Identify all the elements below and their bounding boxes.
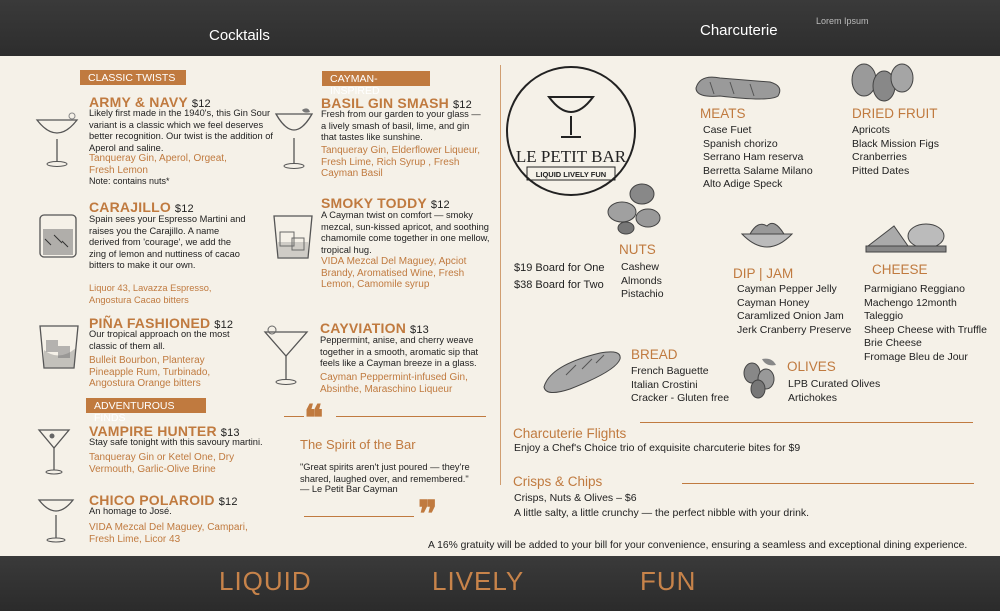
dip-jam-item: Caramlized Onion Jam: [737, 310, 844, 322]
meats-item: Berretta Salame Milano: [703, 164, 813, 177]
smoky-toddy-title: SMOKY TODDY $12: [321, 195, 450, 211]
cheese-item: Parmigiano Reggiano: [864, 283, 965, 295]
meats-item: Case Fuet: [703, 124, 752, 136]
spirit-title: The Spirit of the Bar: [300, 437, 416, 452]
footer-word-lively: LIVELY: [432, 566, 525, 596]
crisps-divider: [682, 483, 974, 484]
chico-polaroid-desc: An homage to José.: [89, 506, 172, 516]
quote-divider-left: [284, 416, 304, 417]
toddy-glass-icon: [270, 208, 316, 262]
baguette-icon: [540, 345, 626, 397]
bread-list: [631, 365, 729, 406]
vampire-hunter-title: VAMPIRE HUNTER $13: [89, 423, 240, 439]
open-quote-icon: ❝: [304, 398, 324, 438]
olives-title: OLIVES: [787, 359, 836, 374]
espresso-glass-icon: [36, 209, 80, 261]
logo-name: LE PETIT BAR: [515, 147, 627, 166]
olives-item: LPB Curated Olives: [788, 378, 881, 390]
dried-fruit-item: Cranberries: [852, 151, 907, 163]
classic-twists-tag: CLASSIC TWISTS: [80, 70, 186, 85]
meats-item: Spanish chorizo: [703, 137, 778, 150]
cayviation-ingredients: Cayman Peppermint-infused Gin, Absinthe, Maraschino Liqueur: [320, 372, 468, 395]
pina-fashioned-title: PIÑA FASHIONED $12: [89, 315, 234, 331]
board-for-two: $38 Board for Two: [514, 279, 604, 291]
spirit-attribution: — Le Petit Bar Cayman: [300, 484, 398, 494]
cocktails-heading: Cocktails: [209, 27, 270, 44]
dip-jam-item: Jerk Cranberry Preserve: [737, 323, 852, 336]
bread-item: Cracker - Gluten free: [631, 392, 730, 404]
crisps-line-1: Crisps, Nuts & Olives – $6: [514, 492, 637, 504]
bread-item: Italian Crostini: [631, 378, 698, 391]
placeholder-text: Lorem Ipsum: [816, 16, 869, 26]
cayman-inspired-tag: CAYMAN-INSPIRED: [322, 71, 430, 86]
carajillo-ingredients: Liquor 43, Lavazza Espresso, Angostura Cacao bitters: [89, 283, 212, 305]
flights-desc: Enjoy a Chef's Choice trio of exquisite charcuterie bites for $9: [514, 442, 801, 454]
footer-word-liquid: LIQUID: [219, 566, 312, 596]
martini-glass-icon: [36, 422, 72, 476]
dried-fruit-item: Pitted Dates: [852, 164, 910, 177]
cheese-board-icon: [864, 214, 950, 258]
dried-fruit-list: [852, 124, 939, 178]
cayviation-glass-icon: [262, 322, 310, 386]
cheese-item: Brie Cheese: [864, 337, 922, 349]
army-navy-desc: Likely first made in the 1940's, this Gin Sour variant is a classic which we feel deserves better recognition. Our twist is the addition of Aperol and saline.: [89, 108, 273, 153]
bread-title: BREAD: [631, 347, 678, 362]
crisps-line-2: A little salty, a little crunchy — the perfect nibble with your drink.: [514, 507, 810, 519]
meats-list: [703, 124, 813, 192]
quote-divider-bottom: [304, 516, 414, 517]
coupe-glass-icon: [32, 106, 82, 170]
army-navy-note: Note: contains nuts*: [89, 176, 170, 186]
dip-jam-item: Cayman Honey: [737, 296, 810, 309]
nuts-icon: [602, 178, 666, 238]
smoky-toddy-ingredients: VIDA Mezcal Del Maguey, Apciot Brandy, Aromatised Wine, Fresh Lemon, Camomile syrup: [321, 256, 467, 290]
basil-gin-smash-title: BASIL GIN SMASH $12: [321, 95, 472, 111]
meats-item: Alto Adige Speck: [703, 178, 783, 190]
cayviation-desc: Peppermint, anise, and cherry weave together in a smooth, aromatic sip that feels like a Cayman breeze in a glass.: [320, 335, 479, 368]
nuts-item: Pistachio: [621, 288, 664, 300]
flights-divider: [640, 422, 973, 423]
army-navy-ingredients: Tanqueray Gin, Aperol, Orgeat, Fresh Lemon: [89, 153, 227, 176]
coupe-glass-icon-2: [36, 492, 76, 544]
vampire-hunter-desc: Stay safe tonight with this savoury martini.: [89, 437, 263, 447]
smoky-toddy-desc: A Cayman twist on comfort — smoky mezcal, sun-kissed apricot, and soothing chamomile come together in one mellow, tropical hug.: [321, 210, 490, 255]
crisps-title: Crisps & Chips: [513, 474, 603, 489]
adventurous-finds-tag: ADVENTUROUS FINDS: [86, 398, 206, 413]
dip-jam-list: [737, 283, 851, 337]
dried-fruit-item: Black Mission Figs: [852, 137, 939, 150]
charcuterie-heading: Charcuterie: [700, 22, 778, 39]
olives-item: Artichokes: [788, 391, 838, 404]
cheese-item: Fromage Bleu de Jour: [864, 350, 968, 363]
quote-divider-right: [336, 416, 486, 417]
cheese-list: [864, 283, 987, 364]
nuts-item: Cashew: [621, 261, 659, 273]
footer-word-fun: FUN: [640, 566, 697, 596]
cheese-item: Taleggio: [864, 310, 904, 322]
top-banner: [0, 0, 1000, 56]
flights-title: Charcuterie Flights: [513, 426, 627, 441]
olives-icon: [738, 355, 782, 401]
dip-jam-item: Cayman Pepper Jelly: [737, 283, 837, 295]
basil-gin-smash-desc: Fresh from our garden to your glass — a lively smash of basil, lime, and gin that tastes like sunshine.: [321, 109, 481, 142]
spirit-quote: "Great spirits aren't just poured — they're shared, laughed over, and remembered.": [300, 462, 470, 484]
board-prices: [514, 260, 605, 294]
sausage-icon: [690, 68, 788, 108]
logo-tagline: LIQUID LIVELY FUN: [535, 170, 607, 179]
dates-icon: [846, 60, 918, 106]
cheese-title: CHEESE: [872, 262, 928, 277]
basil-gin-smash-ingredients: Tanqueray Gin, Elderflower Liqueur, Fresh Lime, Rich Syrup , Fresh Cayman Basil: [321, 145, 480, 179]
board-for-one: $19 Board for One: [514, 262, 605, 274]
cheese-item: Sheep Cheese with Truffle: [864, 323, 987, 336]
carajillo-title: CARAJILLO $12: [89, 199, 194, 215]
bread-item: French Baguette: [631, 365, 709, 377]
gratuity-notice: A 16% gratuity will be added to your bill for your convenience, ensuring a seamless and exceptional dining experience.: [428, 540, 968, 551]
close-quote-icon: ❞: [418, 494, 438, 534]
olives-list: [788, 378, 880, 405]
basil-glass-icon: [272, 104, 316, 172]
cayviation-title: CAYVIATION $13: [320, 320, 429, 336]
nuts-list: [621, 261, 664, 302]
dried-fruit-title: DRIED FRUIT: [852, 106, 938, 121]
pina-fashioned-desc: Our tropical approach on the most classic of them all.: [89, 329, 230, 351]
nuts-title: NUTS: [619, 242, 656, 257]
dried-fruit-item: Apricots: [852, 124, 890, 136]
pina-fashioned-ingredients: Bulleit Bourbon, Planteray Pineapple Rum, Turbinado, Angostura Orange bitters: [89, 355, 211, 389]
rocks-glass-icon: [36, 318, 82, 372]
meats-title: MEATS: [700, 106, 746, 121]
meats-item: Serrano Ham reserva: [703, 151, 804, 163]
nuts-item: Almonds: [621, 274, 662, 287]
dip-jam-title: DIP | JAM: [733, 266, 794, 281]
chico-polaroid-ingredients: VIDA Mezcal Del Maguey, Campari, Fresh Lime, Licor 43: [89, 522, 248, 545]
dip-bowl-icon: [738, 214, 796, 258]
carajillo-desc: Spain sees your Espresso Martini and raises you the Carajillo. A name derived from 'courage', we add the zing of lemon and nuttiness of cacao bitters to make it our own.: [89, 214, 246, 270]
column-divider: [500, 65, 501, 485]
chico-polaroid-title: CHICO POLAROID $12: [89, 492, 238, 508]
army-navy-title: ARMY & NAVY $12: [89, 94, 211, 110]
vampire-hunter-ingredients: Tanqueray Gin or Ketel One, Dry Vermouth, Garlic-Olive Brine: [89, 452, 235, 475]
cheese-item: Machengo 12month: [864, 296, 957, 309]
